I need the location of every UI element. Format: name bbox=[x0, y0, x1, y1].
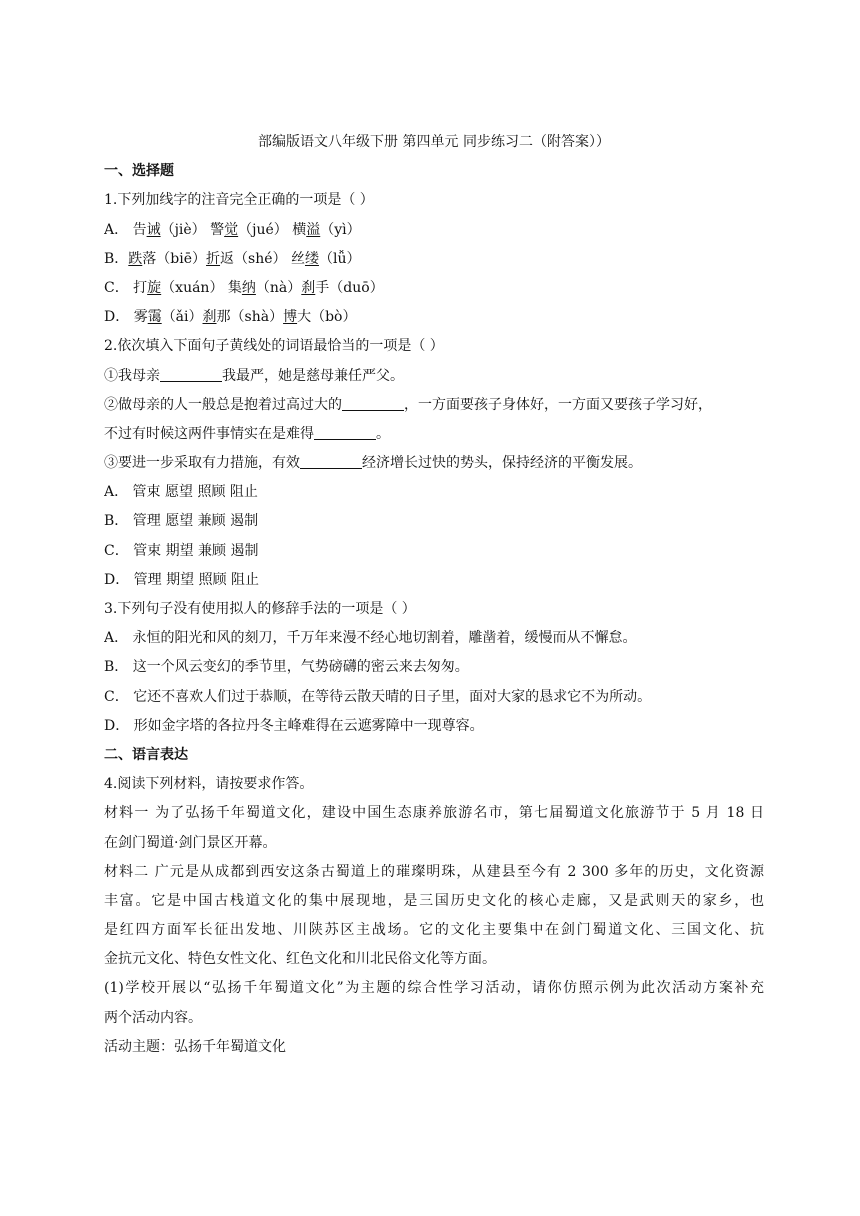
section-heading-choice: 一、选择题 bbox=[104, 163, 174, 180]
question-3-option-b: B． 这一个风云变幻的季节里，气势磅礴的密云来去匆匆。 bbox=[104, 659, 469, 676]
fill-blank bbox=[300, 452, 362, 469]
page-title: 部编版语文八年级下册 第四单元 同步练习二（附答案）） bbox=[258, 134, 610, 150]
fill-blank bbox=[342, 394, 404, 411]
question-1-option-d: D． 雾霭（ǎi）刹那（shà）博大（bò） bbox=[104, 309, 357, 326]
material-1-line-2: 在剑门蜀道·剑门景区开幕。 bbox=[104, 834, 277, 851]
question-3-option-a: A． 永恒的阳光和风的刻刀，千万年来漫不经心地切割着，雕凿着，缓慢而从不懈怠。 bbox=[104, 630, 637, 647]
question-1-option-a: A． 告诫（jiè） 警觉（jué） 横溢（yì） bbox=[104, 221, 361, 238]
question-4-part-1-line-2: 两个活动内容。 bbox=[104, 1009, 202, 1026]
material-1-line-1: 材料一 为了弘扬千年蜀道文化，建设中国生态康养旅游名市，第七届蜀道文化旅游节于 5 月 18 日 bbox=[104, 805, 764, 822]
activity-theme: 活动主题：弘扬千年蜀道文化 bbox=[104, 1038, 286, 1055]
question-3-option-d: D． 形如金字塔的各拉丹冬主峰难得在云遮雾障中一现尊容。 bbox=[104, 717, 484, 734]
material-2-line-4: 金抗元文化、特色女性文化、红色文化和川北民俗文化等方面。 bbox=[104, 951, 496, 968]
question-1-option-b: B．跌落（biē）折返（shé） 丝缕（lǚ） bbox=[104, 250, 361, 267]
question-3-option-c: C． 它还不喜欢人们过于恭顺，在等待云散天晴的日子里，面对大家的恳求它不为所动。 bbox=[104, 688, 652, 705]
question-3-stem: 3.下列句子没有使用拟人的修辞手法的一项是（ ） bbox=[104, 601, 416, 617]
question-2-option-a: A． 管束 愿望 照顾 阻止 bbox=[104, 484, 258, 501]
fill-blank bbox=[314, 423, 376, 440]
question-2-sentence-1: ①我母亲 我最严，她是慈母兼任严父。 bbox=[104, 362, 764, 391]
question-2-sentence-2-cont: 不过有时候这两件事情实在是难得 。 bbox=[104, 420, 764, 449]
question-2-sentence-2: ②做母亲的人一般总是抱着过高过大的 ，一方面要孩子身体好，一方面又要孩子学习好， bbox=[104, 391, 764, 420]
question-1-stem: 1.下列加线字的注音完全正确的一项是（ ） bbox=[104, 192, 374, 209]
document-body bbox=[104, 128, 764, 1062]
question-2-option-d: D． 管理 期望 照顾 阻止 bbox=[104, 571, 260, 588]
material-2-line-2: 丰富。它是中国古栈道文化的集中展现地，是三国历史文化的核心走廊，又是武则天的家乡，也 bbox=[104, 892, 764, 909]
material-2-line-3: 是红四方面军长征出发地、川陕苏区主战场。它的文化主要集中在剑门蜀道文化、三国文化、抗 bbox=[104, 922, 764, 939]
section-heading-expression: 二、语言表达 bbox=[104, 746, 188, 763]
question-2-stem: 2.依次填入下面句子黄线处的词语最恰当的一项是（ ） bbox=[104, 338, 444, 355]
question-4-stem: 4.阅读下列材料，请按要求作答。 bbox=[104, 776, 314, 793]
question-2-option-c: C． 管束 期望 兼顾 遏制 bbox=[104, 542, 259, 559]
question-2-sentence-3: ③要进一步采取有力措施，有效 经济增长过快的势头，保持经济的平衡发展。 bbox=[104, 449, 764, 478]
question-2-option-b: B． 管理 愿望 兼顾 遏制 bbox=[104, 513, 259, 530]
question-4-part-1-line-1: (1)学校开展以“弘扬千年蜀道文化”为主题的综合性学习活动，请你仿照示例为此次活动方案补充 bbox=[104, 980, 764, 997]
fill-blank bbox=[160, 365, 222, 382]
material-2-line-1: 材料二 广元是从成都到西安这条古蜀道上的璀璨明珠，从建县至今有 2 300 多年的历史，文化资源 bbox=[104, 863, 764, 880]
question-1-option-c: C． 打旋（xuán） 集纳（nà）刹手（duō） bbox=[104, 279, 384, 296]
